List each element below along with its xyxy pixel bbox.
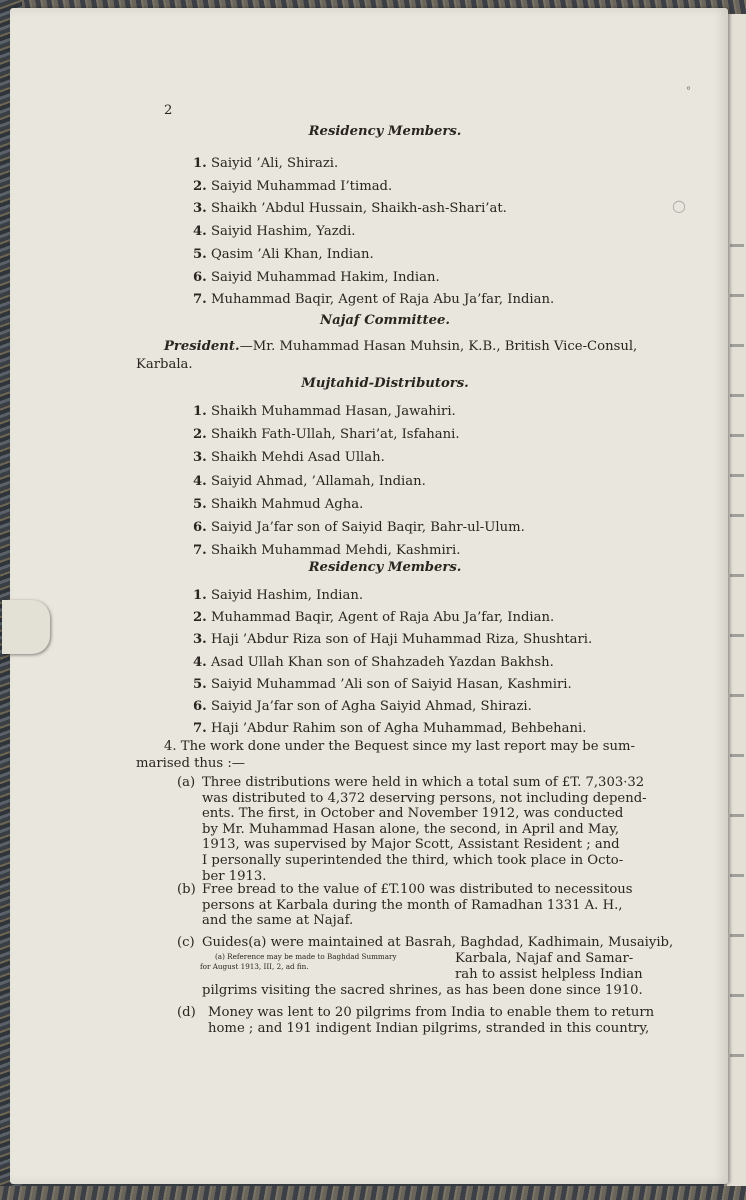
list-item: Saiyid Muhammad I’timad. <box>211 178 393 194</box>
list-item: Haji ’Abdur Rahim son of Agha Muhammad, Behbehani. <box>211 721 587 737</box>
page-mark: ° <box>686 86 691 97</box>
paragraph-line: by Mr. Muhammad Hasan alone, the second, in April and May, <box>202 821 620 837</box>
list-item: Muhammad Baqir, Agent of Raja Abu Ja’far, Indian. <box>211 610 555 626</box>
list-item-number: 5. <box>193 246 207 262</box>
list-item: Saiyid Ahmad, ’Allamah, Indian. <box>211 473 426 489</box>
paragraph-line: persons at Karbala during the month of Ramadhan 1331 A. H., <box>202 897 623 913</box>
page-number: 2 <box>164 103 173 118</box>
item-a-label: (a) <box>177 775 196 790</box>
paragraph-line: 1913, was supervised by Major Scott, Assistant Resident ; and <box>202 837 620 853</box>
binding-bottom <box>0 1186 746 1200</box>
list-item-number: 3. <box>193 201 207 217</box>
list-item-number: 2. <box>193 610 207 626</box>
page-tab[interactable] <box>2 600 50 654</box>
list-item-number: 7. <box>193 543 207 559</box>
list-item: Saiyid Hashim, Yazdi. <box>211 224 356 240</box>
list-item: Asad Ullah Khan son of Shahzadeh Yazdan Bakhsh. <box>211 654 554 670</box>
list-item-number: 4. <box>193 224 207 240</box>
list-item-number: 7. <box>193 292 207 308</box>
paragraph-line: Money was lent to 20 pilgrims from India to enable them to return <box>208 1005 655 1020</box>
list-item-number: 6. <box>193 520 207 535</box>
list-item: Saiyid Hashim, Indian. <box>211 588 364 603</box>
footnote-line2: for August 1913, III, 2, ad fin. <box>200 962 309 971</box>
najaf-committee-heading: Najaf Committee. <box>320 313 450 328</box>
list-item: Shaikh ’Abdul Hussain, Shaikh-ash-Shari’at. <box>211 201 507 217</box>
list-item: Saiyid Ja’far son of Saiyid Baqir, Bahr-ul-Ulum. <box>211 520 525 535</box>
president-label: President. <box>164 339 240 354</box>
page-ring-mark: ○ <box>672 196 686 215</box>
paragraph-line: I personally superintended the third, which took place in Octo- <box>202 853 624 868</box>
list-item: Shaikh Muhammad Mehdi, Kashmiri. <box>211 543 461 559</box>
president-line <box>164 339 637 354</box>
list-item: Haji ’Abdur Riza son of Haji Muhammad Riza, Shushtari. <box>211 632 593 648</box>
item-c-line3: rah to assist helpless Indian <box>455 967 643 982</box>
item-c-line1: Guides(a) were maintained at Basrah, Baghdad, Kadhimain, Musaiyib, <box>202 935 674 950</box>
list-item: Saiyid Muhammad Hakim, Indian. <box>211 269 440 285</box>
list-item-number: 6. <box>193 269 207 285</box>
list-item-number: 3. <box>193 450 207 466</box>
paragraph-line: Three distributions were held in which a total sum of £T. 7,303·32 <box>202 775 645 790</box>
mujtahid-distributors-heading: Mujtahid-Distributors. <box>301 376 469 391</box>
list-item-number: 3. <box>193 632 207 648</box>
list-item-number: 1. <box>193 404 207 419</box>
residency-members-heading: Residency Members. <box>308 124 462 139</box>
item-b-label: (b) <box>177 882 196 897</box>
list-item-number: 5. <box>193 496 207 512</box>
list-item-number: 4. <box>193 473 207 489</box>
list-item-number: 2. <box>193 178 207 194</box>
list-item: Shaikh Muhammad Hasan, Jawahiri. <box>211 404 456 419</box>
president-continuation: Karbala. <box>136 357 193 372</box>
paragraph-line: ents. The first, in October and November 1912, was conducted <box>202 806 624 822</box>
list-item: Saiyid Ja’far son of Agha Saiyid Ahmad, Shirazi. <box>211 699 532 714</box>
list-item-number: 6. <box>193 699 207 714</box>
paragraph-line: Free bread to the value of £T.100 was distributed to necessitous <box>202 882 633 897</box>
list-item-number: 5. <box>193 676 207 692</box>
paragraph-line: was distributed to 4,372 deserving persons, not including depend- <box>202 790 647 806</box>
list-item: Shaikh Fath-Ullah, Shari’at, Isfahani. <box>211 427 460 443</box>
list-item-number: 1. <box>193 588 207 603</box>
residency-members-heading-2: Residency Members. <box>308 560 462 575</box>
item-c-line2: Karbala, Najaf and Samar- <box>455 951 634 966</box>
item-c-line4: pilgrims visiting the sacred shrines, as has been done since 1910. <box>202 983 643 998</box>
list-item-number: 2. <box>193 427 207 443</box>
list-item: Qasim ’Ali Khan, Indian. <box>211 246 374 262</box>
list-item-number: 1. <box>193 156 207 171</box>
para4-line1: 4. The work done under the Bequest since my last report may be sum- <box>164 739 635 754</box>
list-item: Muhammad Baqir, Agent of Raja Abu Ja’far, Indian. <box>211 292 555 308</box>
list-item-number: 4. <box>193 654 207 670</box>
item-c-label: (c) <box>177 935 195 950</box>
list-item-number: 7. <box>193 721 207 737</box>
paragraph-line: ber 1913. <box>202 868 267 884</box>
item-d-label: (d) <box>177 1005 196 1020</box>
para4-line2: marised thus :— <box>136 756 245 771</box>
paragraph-line: home ; and 191 indigent Indian pilgrims, stranded in this country, <box>208 1020 650 1036</box>
list-item: Shaikh Mehdi Asad Ullah. <box>211 450 385 466</box>
footnote-line1: (a) Reference may be made to Baghdad Summary <box>215 952 397 961</box>
list-item: Saiyid Muhammad ’Ali son of Saiyid Hasan, Kashmiri. <box>211 676 572 692</box>
president-text: —Mr. Muhammad Hasan Muhsin, K.B., British Vice-Consul, <box>239 339 638 354</box>
list-item: Shaikh Mahmud Agha. <box>211 496 364 512</box>
paragraph-line: and the same at Najaf. <box>202 913 354 929</box>
list-item: Saiyid ’Ali, Shirazi. <box>211 156 339 171</box>
